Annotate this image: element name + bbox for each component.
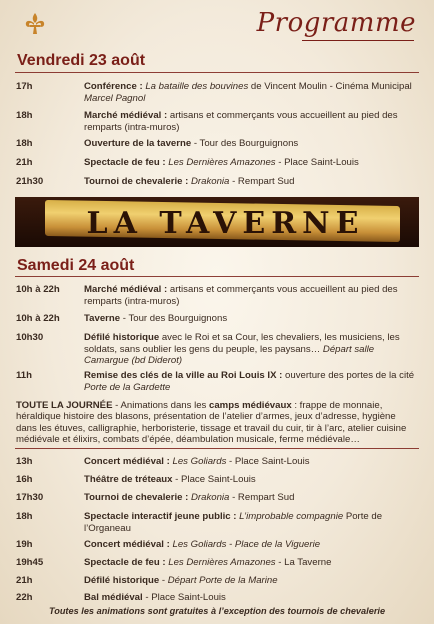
row-time: 11h [16, 370, 33, 381]
row-time: 17h30 [16, 492, 44, 503]
row-desc: Spectacle de feu : Les Dernières Amazones - Place Saint-Louis [84, 157, 359, 168]
row-time: 17h [16, 81, 33, 92]
row-time: 10h30 [16, 332, 44, 343]
all-day-paragraph: TOUTE LA JOURNÉE - Animations dans les camps médiévaux : frappe de monnaie, héraldique histoire des blasons, présentation de l’atelier d’armes, jeux d’adresse, hygiène dans les étuves, calligraphie, herboristerie, tissage et travail du cuir, tir à l’arc, atelier cuisine médiévale et élixirs, combats d’épée, déambulation musicale, ferme médiévale… [16, 400, 407, 446]
row-desc: Défilé historique avec le Roi et sa Cour, les chevaliers, les musiciens, les soldats, sans oublier les gens du peuple, les paysans… Départ salle Camargue (bd Diderot) [84, 332, 400, 367]
divider [15, 448, 419, 449]
row-desc: Remise des clés de la ville au Roi Louis IX : ouverture des portes de la cité Porte de la Gardette [84, 370, 415, 393]
row-desc: Spectacle interactif jeune public : L’improbable compagnie Porte de l’Organeau [84, 511, 383, 534]
page-title: Programme [256, 8, 416, 38]
row-time: 18h [16, 110, 33, 121]
row-time: 21h30 [16, 176, 44, 187]
row-time: 22h [16, 592, 33, 603]
row-desc: Théâtre de tréteaux - Place Saint-Louis [84, 474, 256, 485]
row-desc: Spectacle de feu : Les Dernières Amazones - La Taverne [84, 557, 332, 568]
banner-text: LA TAVERNE [86, 206, 365, 241]
row-desc: Conférence : La bataille des bouvines de Vincent Moulin - Cinéma Municipal Marcel Pagnol [84, 81, 412, 104]
row-desc: Défilé historique - Départ Porte de la Marine [84, 575, 278, 586]
taverne-banner-image [15, 197, 419, 247]
row-desc: Marché médiéval : artisans et commerçants vous accueillent au pied des remparts (intra-muros) [84, 110, 398, 133]
day-title-saturday: Samedi 24 août [17, 257, 135, 274]
row-time: 21h [16, 157, 33, 168]
row-time: 18h [16, 138, 33, 149]
row-time: 10h à 22h [16, 284, 60, 295]
row-time: 16h [16, 474, 33, 485]
row-desc: Concert médiéval : Les Goliards - Place Saint-Louis [84, 456, 310, 467]
title-underline [302, 40, 414, 41]
row-desc: Tournoi de chevalerie : Drakonia - Rempart Sud [84, 176, 295, 187]
row-desc: Taverne - Tour des Bourguignons [84, 313, 228, 324]
day-title-friday: Vendredi 23 août [17, 52, 146, 69]
row-time: 21h [16, 575, 33, 586]
row-time: 13h [16, 456, 33, 467]
row-desc: Ouverture de la taverne - Tour des Bourguignons [84, 138, 299, 149]
row-time: 19h [16, 539, 33, 550]
row-time: 10h à 22h [16, 313, 60, 324]
footer-note: Toutes les animations sont gratuites à l’exception des tournois de chevalerie [48, 606, 386, 616]
row-desc: Marché médiéval : artisans et commerçants vous accueillent au pied des remparts (intra-muros) [84, 284, 398, 307]
row-desc: Tournoi de chevalerie : Drakonia - Rempart Sud [84, 492, 295, 503]
row-time: 18h [16, 511, 33, 522]
row-time: 19h45 [16, 557, 44, 568]
divider [15, 72, 419, 73]
row-desc: Concert médiéval : Les Goliards - Place de la Viguerie [84, 539, 321, 550]
divider [15, 276, 419, 277]
fleur-de-lis-icon [22, 11, 48, 37]
row-desc: Bal médiéval - Place Saint-Louis [84, 592, 226, 603]
